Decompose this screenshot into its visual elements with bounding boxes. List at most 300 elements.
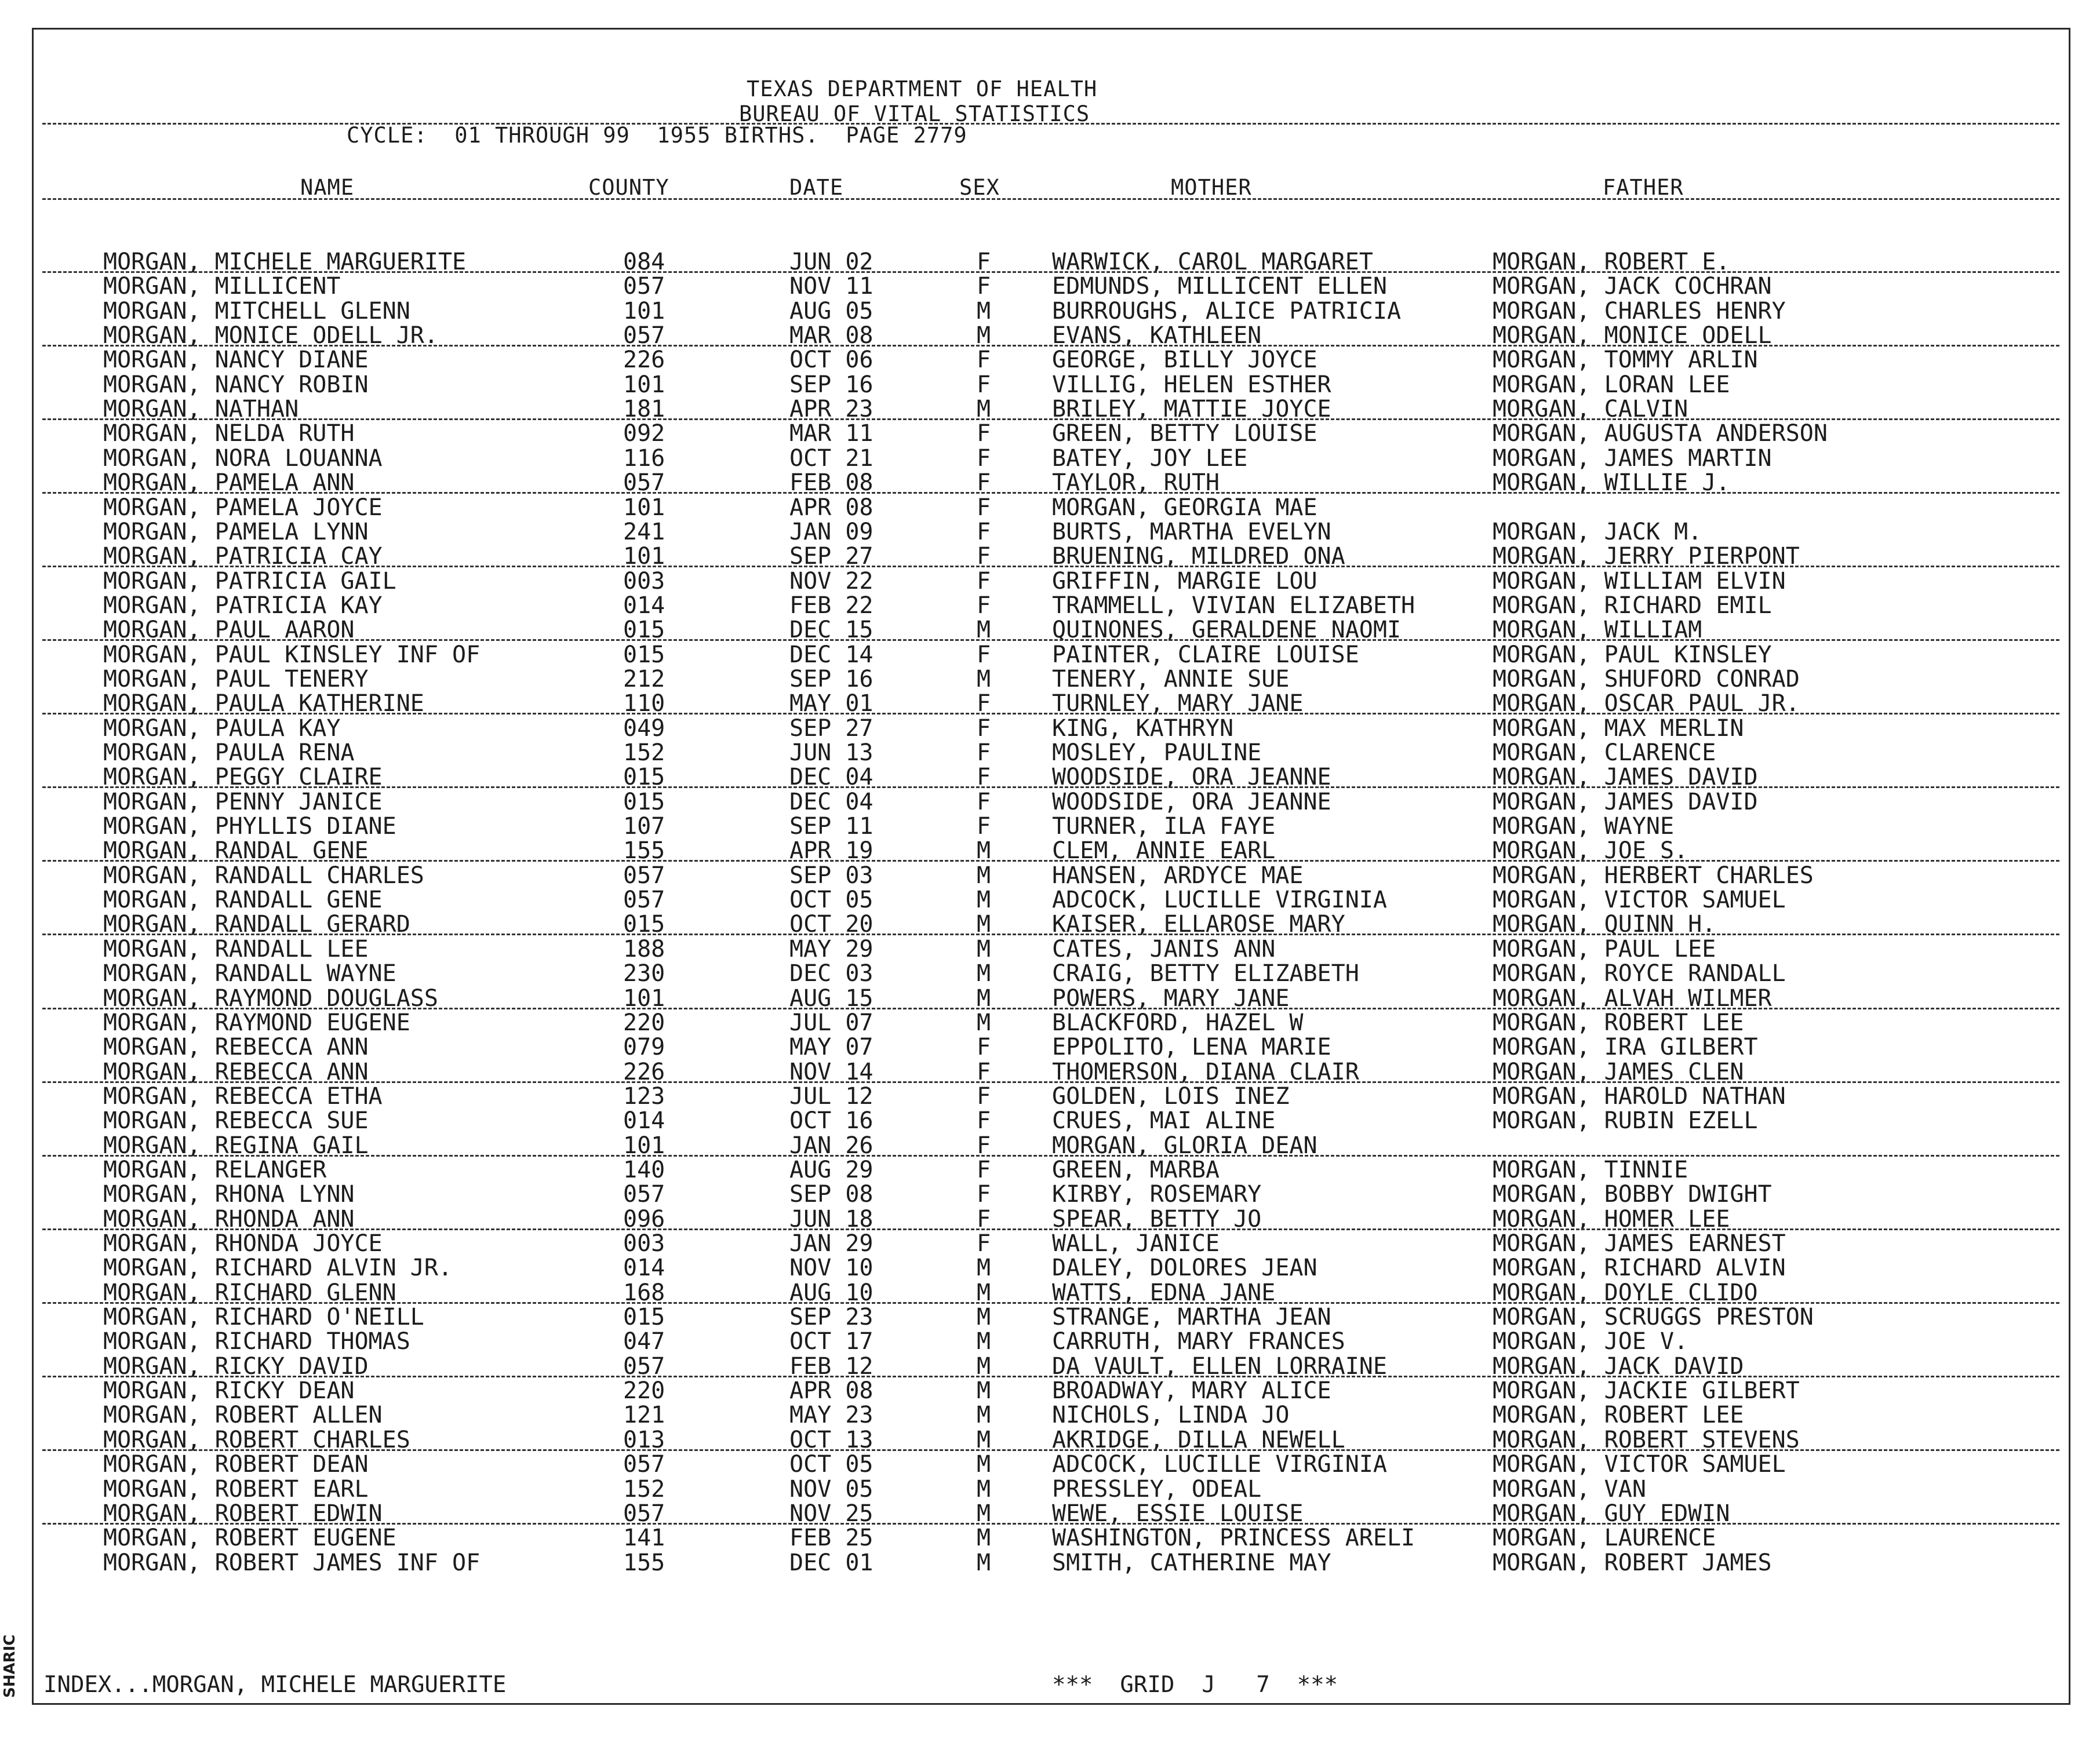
- row-date: MAR 11: [789, 420, 874, 447]
- row-name: MORGAN, PAUL AARON: [103, 617, 355, 644]
- row-sex: M: [977, 837, 991, 865]
- row-father: MORGAN, HAROLD NATHAN: [1493, 1082, 1786, 1110]
- row-sex: M: [977, 862, 991, 889]
- row-name: MORGAN, RICHARD THOMAS: [103, 1328, 410, 1355]
- row-group-divider: [42, 1155, 2059, 1157]
- row-group-divider: [42, 934, 2059, 935]
- row-father: MORGAN, JOE V.: [1493, 1328, 1688, 1355]
- row-date: NOV 10: [789, 1255, 874, 1282]
- page-title: TEXAS DEPARTMENT OF HEALTH: [747, 76, 1098, 101]
- row-name: MORGAN, NANCY DIANE: [103, 347, 369, 374]
- row-county: 101: [623, 297, 665, 325]
- row-father: MORGAN, JACK COCHRAN: [1493, 273, 1772, 300]
- row-name: MORGAN, REBECCA ANN: [103, 1034, 369, 1061]
- row-mother: MORGAN, GEORGIA MAE: [1052, 494, 1317, 521]
- row-county: 155: [623, 1549, 665, 1576]
- row-date: FEB 22: [789, 592, 874, 619]
- row-mother: BURTS, MARTHA EVELYN: [1052, 518, 1331, 545]
- row-father: MORGAN, WILLIE J.: [1493, 469, 1730, 497]
- row-date: DEC 03: [789, 960, 874, 987]
- row-mother: WOODSIDE, ORA JEANNE: [1052, 788, 1331, 815]
- row-county: 092: [623, 420, 665, 447]
- row-name: MORGAN, PEGGY CLAIRE: [103, 764, 383, 791]
- row-mother: CRAIG, BETTY ELIZABETH: [1052, 960, 1359, 987]
- row-name: MORGAN, PAUL TENERY: [103, 665, 369, 692]
- row-sex: F: [977, 567, 991, 595]
- row-date: OCT 06: [789, 347, 874, 374]
- row-father: MORGAN, AUGUSTA ANDERSON: [1493, 420, 1828, 447]
- row-father: MORGAN, LAURENCE: [1493, 1525, 1716, 1552]
- row-date: OCT 05: [789, 887, 874, 914]
- row-name: MORGAN, NORA LOUANNA: [103, 444, 383, 472]
- row-county: 014: [623, 1107, 665, 1135]
- row-sex: F: [977, 714, 991, 742]
- row-father: MORGAN, VICTOR SAMUEL: [1493, 1451, 1786, 1478]
- row-county: 015: [623, 764, 665, 791]
- row-father: MORGAN, DOYLE CLIDO: [1493, 1279, 1758, 1306]
- row-father: MORGAN, JERRY PIERPONT: [1493, 543, 1800, 570]
- row-mother: CARRUTH, MARY FRANCES: [1052, 1328, 1345, 1355]
- row-sex: F: [977, 543, 991, 570]
- row-father: MORGAN, MONICE ODELL: [1493, 322, 1772, 349]
- row-county: 057: [623, 1451, 665, 1478]
- row-mother: QUINONES, GERALDENE NAOMI: [1052, 617, 1402, 644]
- row-mother: WATTS, EDNA JANE: [1052, 1279, 1276, 1306]
- row-county: 107: [623, 813, 665, 840]
- row-county: 003: [623, 567, 665, 595]
- row-mother: CATES, JANIS ANN: [1052, 935, 1276, 963]
- row-county: 188: [623, 935, 665, 963]
- row-father: MORGAN, RUBIN EZELL: [1493, 1107, 1758, 1135]
- cycle-line: CYCLE: 01 THROUGH 99 1955 BIRTHS. PAGE 2779: [347, 123, 967, 148]
- row-sex: M: [977, 911, 991, 938]
- row-county: 096: [623, 1205, 665, 1233]
- row-name: MORGAN, RICKY DEAN: [103, 1377, 355, 1405]
- row-sex: F: [977, 518, 991, 545]
- row-name: MORGAN, ROBERT DEAN: [103, 1451, 369, 1478]
- row-mother: AKRIDGE, DILLA NEWELL: [1052, 1426, 1345, 1453]
- row-mother: GOLDEN, LOIS INEZ: [1052, 1082, 1290, 1110]
- row-mother: PAINTER, CLAIRE LOUISE: [1052, 641, 1359, 668]
- row-date: JAN 09: [789, 518, 874, 545]
- row-date: DEC 04: [789, 764, 874, 791]
- row-name: MORGAN, RELANGER: [103, 1156, 327, 1183]
- row-date: JUN 18: [789, 1205, 874, 1233]
- row-mother: KIRBY, ROSEMARY: [1052, 1181, 1262, 1208]
- row-sex: M: [977, 1009, 991, 1036]
- row-date: SEP 11: [789, 813, 874, 840]
- row-date: NOV 14: [789, 1058, 874, 1085]
- row-sex: M: [977, 617, 991, 644]
- row-county: 101: [623, 985, 665, 1012]
- row-mother: GREEN, BETTY LOUISE: [1052, 420, 1317, 447]
- row-sex: F: [977, 1034, 991, 1061]
- row-date: APR 08: [789, 494, 874, 521]
- row-mother: WARWICK, CAROL MARGARET: [1052, 249, 1373, 275]
- row-mother: GRIFFIN, MARGIE LOU: [1052, 567, 1317, 595]
- row-mother: CRUES, MAI ALINE: [1052, 1107, 1276, 1135]
- row-mother: SPEAR, BETTY JO: [1052, 1205, 1262, 1233]
- row-mother: TURNLEY, MARY JANE: [1052, 690, 1304, 717]
- row-father: MORGAN, JACKIE GILBERT: [1493, 1377, 1800, 1405]
- row-date: MAY 07: [789, 1034, 874, 1061]
- row-father: MORGAN, WILLIAM ELVIN: [1493, 567, 1786, 595]
- row-father: MORGAN, JAMES DAVID: [1493, 788, 1758, 815]
- index-footer: INDEX...MORGAN, MICHELE MARGUERITE: [43, 1672, 507, 1698]
- page-subtitle: BUREAU OF VITAL STATISTICS: [739, 101, 1090, 126]
- row-county: 079: [623, 1034, 665, 1061]
- row-county: 015: [623, 911, 665, 938]
- row-county: 152: [623, 1475, 665, 1503]
- row-name: MORGAN, REBECCA SUE: [103, 1107, 369, 1135]
- row-county: 226: [623, 1058, 665, 1085]
- column-header-mother: MOTHER: [1171, 175, 1252, 200]
- row-name: MORGAN, MITCHELL GLENN: [103, 297, 410, 325]
- row-sex: M: [977, 1402, 991, 1429]
- row-date: SEP 08: [789, 1181, 874, 1208]
- row-county: 057: [623, 273, 665, 300]
- row-date: SEP 27: [789, 543, 874, 570]
- row-date: NOV 05: [789, 1475, 874, 1503]
- row-name: MORGAN, REBECCA ANN: [103, 1058, 369, 1085]
- row-name: MORGAN, PAMELA ANN: [103, 469, 355, 497]
- row-group-divider: [42, 492, 2059, 494]
- row-mother: MOSLEY, PAULINE: [1052, 739, 1262, 766]
- row-county: 047: [623, 1328, 665, 1355]
- row-county: 057: [623, 887, 665, 914]
- row-mother: WOODSIDE, ORA JEANNE: [1052, 764, 1331, 791]
- row-date: SEP 16: [789, 371, 874, 398]
- row-father: MORGAN, ROBERT LEE: [1493, 1402, 1744, 1429]
- row-sex: F: [977, 1205, 991, 1233]
- row-date: JUN 02: [789, 249, 874, 275]
- row-mother: DALEY, DOLORES JEAN: [1052, 1255, 1317, 1282]
- row-father: MORGAN, PAUL LEE: [1493, 935, 1716, 963]
- row-group-divider: [42, 860, 2059, 862]
- row-name: MORGAN, RANDALL WAYNE: [103, 960, 396, 987]
- row-mother: SMITH, CATHERINE MAY: [1052, 1549, 1331, 1576]
- row-mother: VILLIG, HELEN ESTHER: [1052, 371, 1331, 398]
- row-name: MORGAN, PATRICIA GAIL: [103, 567, 396, 595]
- row-sex: M: [977, 1377, 991, 1405]
- column-header-date: DATE: [789, 175, 844, 200]
- row-group-divider: [42, 566, 2059, 567]
- row-sex: M: [977, 1352, 991, 1380]
- header-divider-top: [42, 123, 2059, 125]
- row-county: 015: [623, 788, 665, 815]
- row-date: SEP 16: [789, 665, 874, 692]
- row-father: MORGAN, ALVAH WILMER: [1493, 985, 1772, 1012]
- row-date: NOV 11: [789, 273, 874, 300]
- row-county: 057: [623, 322, 665, 349]
- row-sex: M: [977, 322, 991, 349]
- row-county: 013: [623, 1426, 665, 1453]
- row-father: MORGAN, SCRUGGS PRESTON: [1493, 1304, 1814, 1331]
- row-date: AUG 29: [789, 1156, 874, 1183]
- row-county: 212: [623, 665, 665, 692]
- row-father: MORGAN, SHUFORD CONRAD: [1493, 665, 1800, 692]
- row-date: FEB 25: [789, 1525, 874, 1552]
- row-mother: EVANS, KATHLEEN: [1052, 322, 1262, 349]
- row-father: MORGAN, MAX MERLIN: [1493, 714, 1744, 742]
- row-name: MORGAN, MICHELE MARGUERITE: [103, 249, 467, 275]
- row-date: APR 19: [789, 837, 874, 865]
- row-name: MORGAN, ROBERT JAMES INF OF: [103, 1549, 481, 1576]
- row-date: OCT 05: [789, 1451, 874, 1478]
- row-sex: F: [977, 1156, 991, 1183]
- row-date: APR 08: [789, 1377, 874, 1405]
- row-county: 101: [623, 1132, 665, 1159]
- row-name: MORGAN, REBECCA ETHA: [103, 1082, 383, 1110]
- row-father: MORGAN, TOMMY ARLIN: [1493, 347, 1758, 374]
- row-date: AUG 05: [789, 297, 874, 325]
- row-mother: TRAMMELL, VIVIAN ELIZABETH: [1052, 592, 1415, 619]
- row-sex: M: [977, 1304, 991, 1331]
- row-mother: BLACKFORD, HAZEL W: [1052, 1009, 1304, 1036]
- row-mother: WASHINGTON, PRINCESS ARELI: [1052, 1525, 1415, 1552]
- row-sex: F: [977, 420, 991, 447]
- row-mother: POWERS, MARY JANE: [1052, 985, 1290, 1012]
- row-name: MORGAN, RANDALL LEE: [103, 935, 369, 963]
- row-mother: NICHOLS, LINDA JO: [1052, 1402, 1290, 1429]
- row-sex: M: [977, 1328, 991, 1355]
- row-sex: F: [977, 739, 991, 766]
- row-name: MORGAN, ROBERT EARL: [103, 1475, 369, 1503]
- row-name: MORGAN, PAULA KAY: [103, 714, 341, 742]
- row-sex: F: [977, 273, 991, 300]
- row-name: MORGAN, PAULA KATHERINE: [103, 690, 424, 717]
- row-sex: M: [977, 1426, 991, 1453]
- row-sex: F: [977, 641, 991, 668]
- row-date: JAN 26: [789, 1132, 874, 1159]
- row-group-divider: [42, 639, 2059, 641]
- row-name: MORGAN, MILLICENT: [103, 273, 341, 300]
- row-father: MORGAN, JACK DAVID: [1493, 1352, 1744, 1380]
- row-sex: F: [977, 764, 991, 791]
- row-date: MAY 23: [789, 1402, 874, 1429]
- row-father: MORGAN, LORAN LEE: [1493, 371, 1730, 398]
- row-county: 101: [623, 371, 665, 398]
- row-date: FEB 08: [789, 469, 874, 497]
- row-sex: F: [977, 1181, 991, 1208]
- row-date: DEC 04: [789, 788, 874, 815]
- row-date: OCT 13: [789, 1426, 874, 1453]
- row-county: 049: [623, 714, 665, 742]
- row-sex: F: [977, 813, 991, 840]
- row-date: SEP 03: [789, 862, 874, 889]
- row-father: MORGAN, RICHARD EMIL: [1493, 592, 1772, 619]
- row-name: MORGAN, RANDALL GERARD: [103, 911, 410, 938]
- row-father: MORGAN, GUY EDWIN: [1493, 1500, 1730, 1527]
- row-sex: F: [977, 690, 991, 717]
- row-sex: M: [977, 1451, 991, 1478]
- row-date: JUN 13: [789, 739, 874, 766]
- row-county: 155: [623, 837, 665, 865]
- row-county: 014: [623, 1255, 665, 1282]
- row-mother: BRUENING, MILDRED ONA: [1052, 543, 1345, 570]
- row-father: MORGAN, IRA GILBERT: [1493, 1034, 1758, 1061]
- row-name: MORGAN, NATHAN: [103, 396, 299, 423]
- row-father: MORGAN, ROBERT JAMES: [1493, 1549, 1772, 1576]
- row-sex: F: [977, 347, 991, 374]
- row-father: MORGAN, JACK M.: [1493, 518, 1702, 545]
- row-mother: ADCOCK, LUCILLE VIRGINIA: [1052, 1451, 1387, 1478]
- row-date: DEC 01: [789, 1549, 874, 1576]
- row-name: MORGAN, RHONDA ANN: [103, 1205, 355, 1233]
- row-county: 057: [623, 1500, 665, 1527]
- row-date: OCT 20: [789, 911, 874, 938]
- row-county: 152: [623, 739, 665, 766]
- row-name: MORGAN, REGINA GAIL: [103, 1132, 369, 1159]
- row-date: JUL 07: [789, 1009, 874, 1036]
- row-mother: THOMERSON, DIANA CLAIR: [1052, 1058, 1359, 1085]
- row-father: MORGAN, OSCAR PAUL JR.: [1493, 690, 1800, 717]
- row-date: SEP 23: [789, 1304, 874, 1331]
- row-name: MORGAN, ROBERT ALLEN: [103, 1402, 383, 1429]
- row-mother: TAYLOR, RUTH: [1052, 469, 1220, 497]
- row-sex: F: [977, 788, 991, 815]
- row-name: MORGAN, NANCY ROBIN: [103, 371, 369, 398]
- row-mother: BATEY, JOY LEE: [1052, 444, 1248, 472]
- row-father: MORGAN, ROYCE RANDALL: [1493, 960, 1786, 987]
- row-mother: DA VAULT, ELLEN LORRAINE: [1052, 1352, 1387, 1380]
- row-name: MORGAN, RHONA LYNN: [103, 1181, 355, 1208]
- row-mother: BRILEY, MATTIE JOYCE: [1052, 396, 1331, 423]
- row-mother: EDMUNDS, MILLICENT ELLEN: [1052, 273, 1387, 300]
- row-date: MAR 08: [789, 322, 874, 349]
- row-name: MORGAN, PATRICIA KAY: [103, 592, 383, 619]
- row-father: MORGAN, JOE S.: [1493, 837, 1688, 865]
- row-name: MORGAN, PAMELA JOYCE: [103, 494, 383, 521]
- row-mother: GREEN, MARBA: [1052, 1156, 1220, 1183]
- row-name: MORGAN, RICHARD GLENN: [103, 1279, 396, 1306]
- row-mother: TURNER, ILA FAYE: [1052, 813, 1276, 840]
- row-name: MORGAN, RANDALL CHARLES: [103, 862, 424, 889]
- row-date: OCT 16: [789, 1107, 874, 1135]
- row-date: NOV 22: [789, 567, 874, 595]
- row-sex: M: [977, 960, 991, 987]
- row-mother: KING, KATHRYN: [1052, 714, 1234, 742]
- row-date: OCT 21: [789, 444, 874, 472]
- row-mother: GEORGE, BILLY JOYCE: [1052, 347, 1317, 374]
- row-date: MAY 01: [789, 690, 874, 717]
- column-header-father: FATHER: [1603, 175, 1684, 200]
- row-father: MORGAN, QUINN H.: [1493, 911, 1716, 938]
- row-sex: M: [977, 887, 991, 914]
- row-name: MORGAN, ROBERT CHARLES: [103, 1426, 410, 1453]
- row-county: 230: [623, 960, 665, 987]
- column-header-county: COUNTY: [588, 175, 669, 200]
- row-county: 116: [623, 444, 665, 472]
- row-sex: F: [977, 1230, 991, 1257]
- row-mother: BROADWAY, MARY ALICE: [1052, 1377, 1331, 1405]
- row-mother: WALL, JANICE: [1052, 1230, 1220, 1257]
- column-header-sex: SEX: [959, 175, 1000, 200]
- row-date: AUG 10: [789, 1279, 874, 1306]
- row-name: MORGAN, RANDAL GENE: [103, 837, 369, 865]
- row-name: MORGAN, RICKY DAVID: [103, 1352, 369, 1380]
- row-sex: M: [977, 1500, 991, 1527]
- row-date: JUL 12: [789, 1082, 874, 1110]
- row-county: 110: [623, 690, 665, 717]
- row-date: FEB 12: [789, 1352, 874, 1380]
- row-name: MORGAN, PAUL KINSLEY INF OF: [103, 641, 481, 668]
- row-sex: M: [977, 1279, 991, 1306]
- row-sex: M: [977, 396, 991, 423]
- row-father: MORGAN, HERBERT CHARLES: [1493, 862, 1814, 889]
- row-sex: M: [977, 1255, 991, 1282]
- row-county: 241: [623, 518, 665, 545]
- row-father: MORGAN, CLARENCE: [1493, 739, 1716, 766]
- row-father: MORGAN, ROBERT STEVENS: [1493, 1426, 1800, 1453]
- row-sex: F: [977, 249, 991, 275]
- row-father: MORGAN, JAMES EARNEST: [1493, 1230, 1786, 1257]
- row-date: NOV 25: [789, 1500, 874, 1527]
- row-name: MORGAN, ROBERT EUGENE: [103, 1525, 396, 1552]
- row-county: 015: [623, 1304, 665, 1331]
- row-name: MORGAN, RHONDA JOYCE: [103, 1230, 383, 1257]
- row-father: MORGAN, JAMES CLEN: [1493, 1058, 1744, 1085]
- row-father: MORGAN, RICHARD ALVIN: [1493, 1255, 1786, 1282]
- row-mother: EPPOLITO, LENA MARIE: [1052, 1034, 1331, 1061]
- row-county: 101: [623, 543, 665, 570]
- row-mother: KAISER, ELLAROSE MARY: [1052, 911, 1345, 938]
- row-sex: M: [977, 1525, 991, 1552]
- row-county: 003: [623, 1230, 665, 1257]
- row-sex: F: [977, 1107, 991, 1135]
- row-county: 057: [623, 862, 665, 889]
- row-father: MORGAN, HOMER LEE: [1493, 1205, 1730, 1233]
- row-mother: STRANGE, MARTHA JEAN: [1052, 1304, 1331, 1331]
- row-county: 121: [623, 1402, 665, 1429]
- row-county: 057: [623, 1352, 665, 1380]
- row-sex: M: [977, 665, 991, 692]
- row-county: 140: [623, 1156, 665, 1183]
- row-date: JAN 29: [789, 1230, 874, 1257]
- row-date: MAY 29: [789, 935, 874, 963]
- row-county: 181: [623, 396, 665, 423]
- row-father: MORGAN, BOBBY DWIGHT: [1493, 1181, 1772, 1208]
- row-father: MORGAN, WILLIAM: [1493, 617, 1702, 644]
- row-mother: MORGAN, GLORIA DEAN: [1052, 1132, 1317, 1159]
- row-name: MORGAN, RAYMOND EUGENE: [103, 1009, 410, 1036]
- row-name: MORGAN, PENNY JANICE: [103, 788, 383, 815]
- row-father: MORGAN, VICTOR SAMUEL: [1493, 887, 1786, 914]
- row-county: 226: [623, 347, 665, 374]
- row-county: 084: [623, 249, 665, 275]
- side-label: SHARIC: [1, 1634, 19, 1698]
- row-county: 014: [623, 592, 665, 619]
- row-name: MORGAN, PAMELA LYNN: [103, 518, 369, 545]
- row-father: MORGAN, ROBERT E.: [1493, 249, 1730, 275]
- row-father: MORGAN, JAMES MARTIN: [1493, 444, 1772, 472]
- row-sex: F: [977, 592, 991, 619]
- row-sex: M: [977, 1549, 991, 1576]
- row-father: MORGAN, PAUL KINSLEY: [1493, 641, 1772, 668]
- row-mother: WEWE, ESSIE LOUISE: [1052, 1500, 1304, 1527]
- row-group-divider: [42, 786, 2059, 788]
- row-name: MORGAN, PHYLLIS DIANE: [103, 813, 396, 840]
- row-name: MORGAN, RICHARD ALVIN JR.: [103, 1255, 453, 1282]
- row-county: 141: [623, 1525, 665, 1552]
- row-county: 101: [623, 494, 665, 521]
- row-date: AUG 15: [789, 985, 874, 1012]
- row-county: 168: [623, 1279, 665, 1306]
- row-county: 057: [623, 1181, 665, 1208]
- row-sex: F: [977, 1132, 991, 1159]
- column-header-divider: [42, 198, 2059, 200]
- row-county: 220: [623, 1377, 665, 1405]
